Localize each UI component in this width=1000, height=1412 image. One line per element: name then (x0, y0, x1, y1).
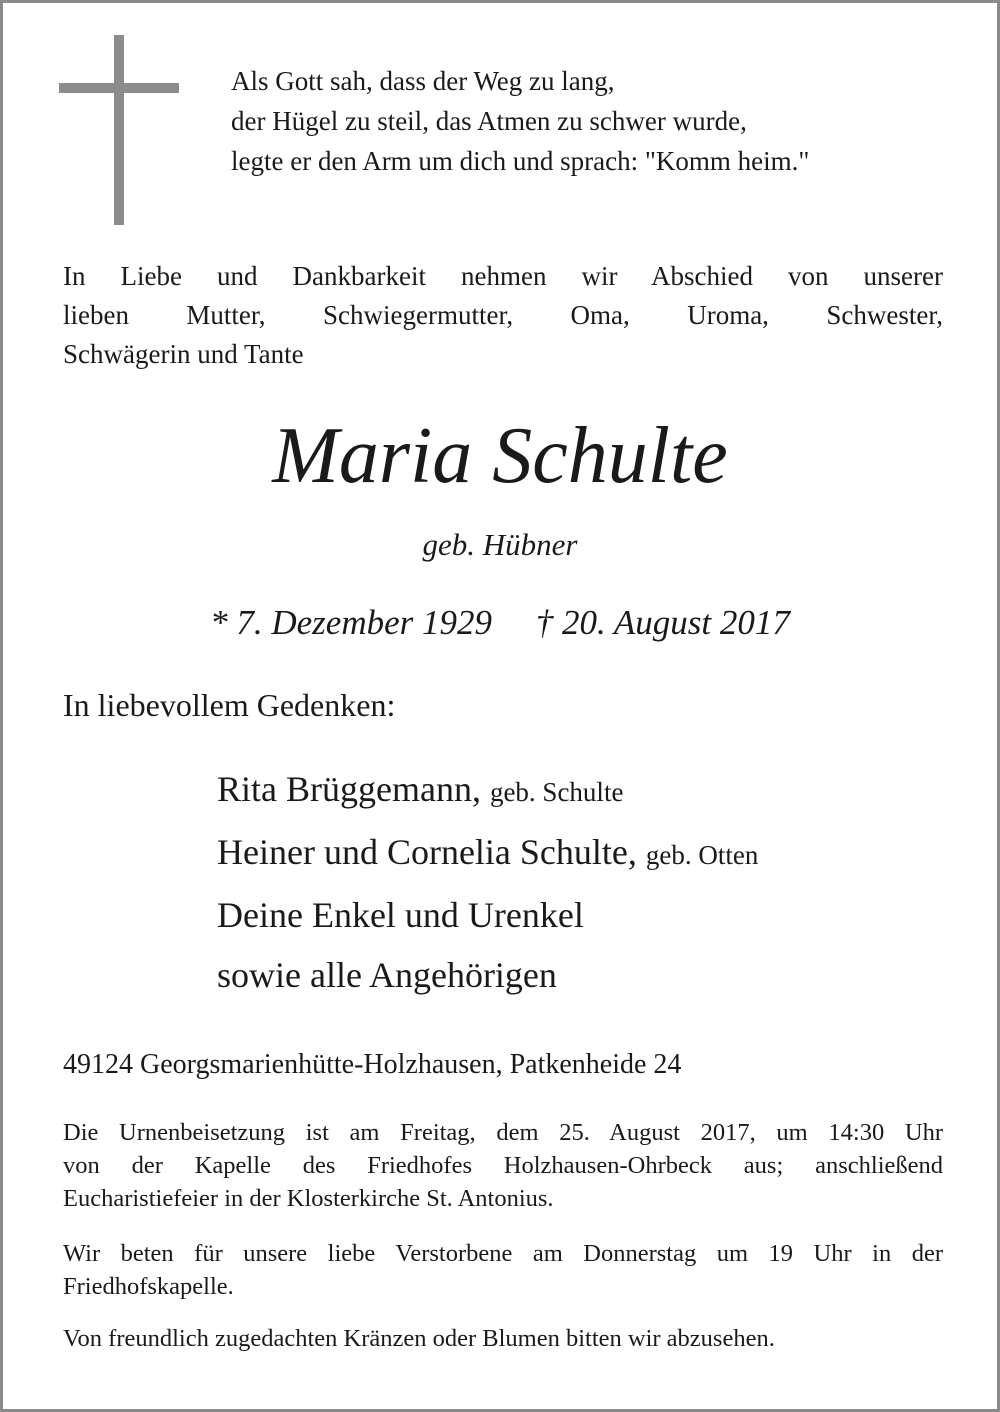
birth-date: * 7. Dezember 1929 (210, 603, 493, 642)
burial-info (63, 1116, 943, 1215)
burial-line: von der Kapelle des Friedhofes Holzhausen-Ohrbeck aus; anschließend (63, 1152, 943, 1179)
prayer-line: Wir beten für unsere liebe Verstorbene am Donnerstag um 19 Uhr in der (63, 1240, 943, 1267)
cross-horizontal-bar (59, 83, 179, 93)
verse (231, 61, 809, 181)
mourner-name: Heiner und Cornelia Schulte, (217, 832, 637, 872)
mourner-row (217, 822, 758, 885)
mourner-row (217, 945, 758, 1005)
memorial-heading: In liebevollem Gedenken: (63, 687, 396, 723)
intro-line: In Liebe und Dankbarkeit nehmen wir Abschied von unserer (63, 261, 943, 291)
deceased-name: Maria Schulte (272, 412, 728, 500)
verse-line: legte er den Arm um dich und sprach: "Komm heim." (231, 146, 810, 176)
flowers-note: Von freundlich zugedachten Kränzen oder Blumen bitten wir abzusehen. (63, 1325, 775, 1352)
mourner-name: Rita Brüggemann, (217, 769, 481, 809)
cross-vertical-bar (114, 35, 124, 225)
mourner-row (217, 885, 758, 945)
verse-line: Als Gott sah, dass der Weg zu lang, (231, 66, 615, 96)
verse-line: der Hügel zu steil, das Atmen zu schwer wurde, (231, 106, 747, 136)
mourners-list (217, 759, 758, 1005)
burial-line: Die Urnenbeisetzung ist am Freitag, dem 25. August 2017, um 14:30 Uhr (63, 1119, 943, 1146)
mourner-note: geb. Otten (645, 840, 759, 870)
death-date: † 20. August 2017 (535, 603, 790, 642)
mourner-name: sowie alle Angehörigen (217, 955, 557, 995)
life-dates (3, 601, 997, 645)
prayer-line: Friedhofskapelle. (63, 1273, 234, 1300)
cross-icon (59, 35, 181, 227)
prayer-info (63, 1237, 943, 1303)
burial-line: Eucharistiefeier in der Klosterkirche St. Antonius. (63, 1185, 554, 1212)
mourner-name: Deine Enkel und Urenkel (217, 895, 584, 935)
intro-text (63, 257, 943, 374)
mourner-row (217, 759, 758, 822)
mourner-note: geb. Schulte (489, 777, 624, 807)
address: 49124 Georgsmarienhütte-Holzhausen, Patkenheide 24 (63, 1049, 682, 1080)
intro-line: Schwägerin und Tante (63, 339, 304, 369)
intro-line: lieben Mutter, Schwiegermutter, Oma, Uroma, Schwester, (63, 300, 943, 330)
birth-name: geb. Hübner (422, 527, 578, 562)
